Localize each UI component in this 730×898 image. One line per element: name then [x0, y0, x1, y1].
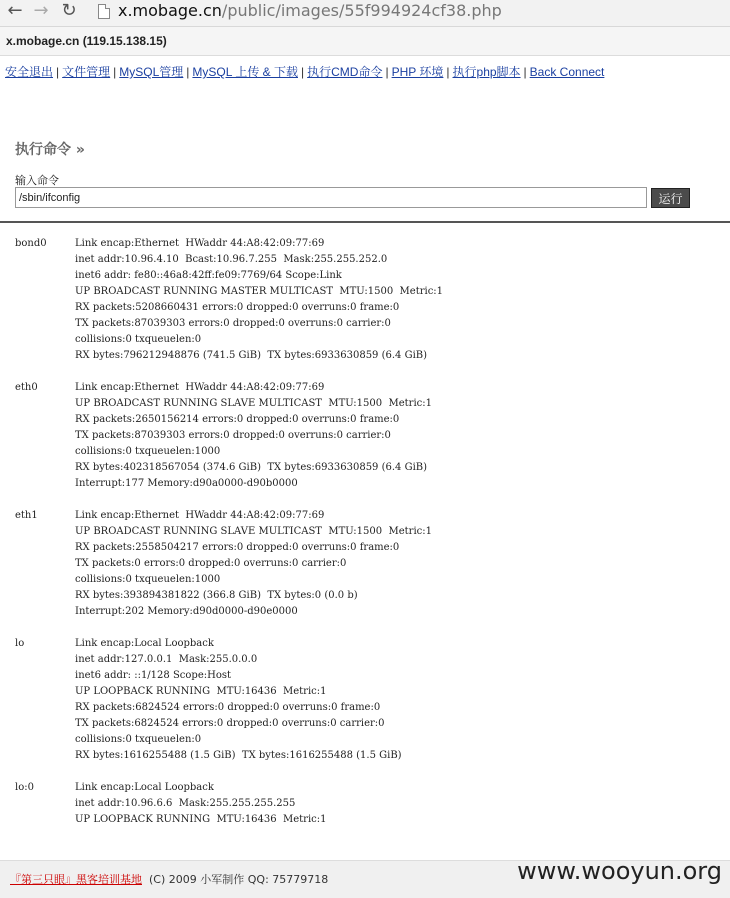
interface-name-spacer	[15, 556, 75, 572]
footer-text	[10, 871, 328, 887]
output-text: Link encap:Local Loopback	[75, 638, 214, 649]
interface-name-spacer	[15, 732, 75, 748]
url-host: x.mobage.cn	[118, 1, 222, 20]
output-line	[15, 700, 443, 716]
output-text: TX packets:87039303 errors:0 dropped:0 overruns:0 carrier:0	[75, 430, 391, 441]
output-line	[15, 460, 443, 476]
divider	[0, 221, 730, 223]
footer-link[interactable]: 『第三只眼』黑客培训基地	[10, 873, 142, 886]
output-line	[15, 508, 443, 524]
output-line	[15, 796, 443, 812]
output-line	[15, 316, 443, 332]
output-text: Link encap:Ethernet HWaddr 44:A8:42:09:77:69	[75, 510, 325, 521]
output-line	[15, 252, 443, 268]
output-line	[15, 540, 443, 556]
menu-logout[interactable]: 安全退出	[5, 65, 54, 79]
footer	[0, 857, 730, 898]
url-path: /public/images/55f994924cf38.php	[221, 1, 502, 20]
output-text: RX packets:5208660431 errors:0 dropped:0 overruns:0 frame:0	[75, 302, 400, 313]
output-line	[15, 444, 443, 460]
interface-name: eth1	[15, 510, 38, 521]
interface-name-spacer	[15, 316, 75, 332]
output-line	[15, 668, 443, 684]
interface-name-spacer	[15, 348, 75, 364]
interface-name-spacer	[15, 268, 75, 284]
output-text: TX packets:6824524 errors:0 dropped:0 overruns:0 carrier:0	[75, 718, 385, 729]
output-line	[15, 684, 443, 700]
output-text: inet6 addr: ::1/128 Scope:Host	[75, 670, 231, 681]
interface-name-spacer	[15, 572, 75, 588]
command-input[interactable]	[15, 187, 647, 208]
output-text: RX bytes:1616255488 (1.5 GiB) TX bytes:1616255488 (1.5 GiB)	[75, 750, 402, 761]
output-text: Link encap:Ethernet HWaddr 44:A8:42:09:77:69	[75, 238, 325, 249]
interface-name-spacer	[15, 796, 75, 812]
output-line	[15, 268, 443, 284]
interface-name: bond0	[15, 238, 47, 249]
interface-block	[15, 508, 443, 620]
output-text: Link encap:Local Loopback	[75, 782, 214, 793]
output-line	[15, 380, 443, 396]
output-line	[15, 524, 443, 540]
output-text: RX bytes:402318567054 (374.6 GiB) TX bytes:6933630859 (6.4 GiB)	[75, 462, 428, 473]
interface-name: lo:0	[15, 782, 34, 793]
output-line	[15, 652, 443, 668]
interface-block	[15, 380, 443, 492]
output-text: collisions:0 txqueuelen:1000	[75, 574, 221, 585]
spacer	[15, 492, 443, 508]
output-line	[15, 284, 443, 300]
command-output	[15, 236, 443, 828]
back-arrow-icon[interactable]: ←	[7, 0, 23, 21]
menu-exec-php[interactable]: 执行php脚本	[452, 65, 521, 79]
output-line	[15, 556, 443, 572]
output-text: RX packets:6824524 errors:0 dropped:0 overruns:0 frame:0	[75, 702, 381, 713]
output-text: RX bytes:796212948876 (741.5 GiB) TX bytes:6933630859 (6.4 GiB)	[75, 350, 428, 361]
output-line	[15, 332, 443, 348]
interface-name-spacer	[15, 476, 75, 492]
output-text: inet6 addr: fe80::46a8:42ff:fe09:7769/64 Scope:Link	[75, 270, 342, 281]
section-title: 执行命令 »	[15, 142, 85, 158]
output-line	[15, 572, 443, 588]
browser-toolbar	[0, 0, 730, 27]
interface-name-spacer	[15, 748, 75, 764]
output-text: RX bytes:393894381822 (366.8 GiB) TX bytes:0 (0.0 b)	[75, 590, 358, 601]
output-text: collisions:0 txqueuelen:0	[75, 334, 202, 345]
interface-name-spacer	[15, 460, 75, 476]
site-header	[0, 27, 730, 56]
interface-name-spacer	[15, 412, 75, 428]
interface-name-spacer	[15, 812, 75, 828]
output-text: inet addr:10.96.4.10 Bcast:10.96.7.255 Mask:255.255.252.0	[75, 254, 388, 265]
output-line	[15, 236, 443, 252]
interface-name-spacer	[15, 300, 75, 316]
output-text: RX packets:2558504217 errors:0 dropped:0 overruns:0 frame:0	[75, 542, 400, 553]
output-text: collisions:0 txqueuelen:0	[75, 734, 202, 745]
output-text: TX packets:87039303 errors:0 dropped:0 overruns:0 carrier:0	[75, 318, 391, 329]
forward-arrow-icon[interactable]: →	[33, 0, 49, 21]
output-line	[15, 396, 443, 412]
menu-back-connect[interactable]: Back Connect	[529, 65, 605, 79]
interface-name-spacer	[15, 396, 75, 412]
output-line	[15, 732, 443, 748]
footer-copyright: (C) 2009 小军制作 QQ: 75779718	[149, 873, 329, 886]
page-icon	[98, 4, 110, 19]
interface-name: eth0	[15, 382, 38, 393]
output-line	[15, 412, 443, 428]
output-line	[15, 812, 443, 828]
interface-name: lo	[15, 638, 25, 649]
interface-name-spacer	[15, 284, 75, 300]
interface-name-spacer	[15, 524, 75, 540]
output-text: collisions:0 txqueuelen:1000	[75, 446, 221, 457]
output-line	[15, 348, 443, 364]
spacer	[15, 620, 443, 636]
output-line	[15, 716, 443, 732]
output-text: RX packets:2650156214 errors:0 dropped:0 overruns:0 frame:0	[75, 414, 400, 425]
interface-name-spacer	[15, 716, 75, 732]
interface-name-spacer	[15, 668, 75, 684]
interface-name-spacer	[15, 428, 75, 444]
main-menu: 安全退出 | 文件管理 | MySQL管理 | MySQL 上传 & 下载 | 执行CMD命令 | PHP 环境 | 执行php脚本 | Back Connect	[5, 65, 605, 79]
output-text: UP LOOPBACK RUNNING MTU:16436 Metric:1	[75, 686, 327, 697]
menu-exec-cmd[interactable]: 执行CMD命令	[307, 65, 383, 79]
interface-name-spacer	[15, 604, 75, 620]
output-text: Interrupt:177 Memory:d90a0000-d90b0000	[75, 478, 298, 489]
menu-php-env[interactable]: PHP 环境	[391, 65, 444, 79]
output-line	[15, 428, 443, 444]
interface-name-spacer	[15, 652, 75, 668]
output-line	[15, 476, 443, 492]
output-text: inet addr:10.96.6.6 Mask:255.255.255.255	[75, 798, 296, 809]
interface-name-spacer	[15, 444, 75, 460]
interface-block	[15, 636, 443, 764]
run-button[interactable]: 运行	[651, 188, 690, 208]
menu-mysql-manager[interactable]: MySQL管理	[119, 65, 184, 79]
output-text: UP LOOPBACK RUNNING MTU:16436 Metric:1	[75, 814, 327, 825]
interface-name-spacer	[15, 700, 75, 716]
site-title: x.mobage.cn (119.15.138.15)	[6, 34, 167, 48]
output-text: UP BROADCAST RUNNING SLAVE MULTICAST MTU:1500 Metric:1	[75, 398, 432, 409]
interface-block	[15, 236, 443, 364]
interface-name-spacer	[15, 252, 75, 268]
output-line	[15, 780, 443, 796]
interface-name-spacer	[15, 588, 75, 604]
menu-mysql-upload-download[interactable]: MySQL 上传 & 下载	[192, 65, 298, 79]
output-text: Interrupt:202 Memory:d90d0000-d90e0000	[75, 606, 298, 617]
output-line	[15, 588, 443, 604]
interface-name-spacer	[15, 540, 75, 556]
output-line	[15, 604, 443, 620]
output-text: inet addr:127.0.0.1 Mask:255.0.0.0	[75, 654, 258, 665]
spacer	[15, 764, 443, 780]
output-line	[15, 748, 443, 764]
output-text: Link encap:Ethernet HWaddr 44:A8:42:09:77:69	[75, 382, 325, 393]
output-text: UP BROADCAST RUNNING MASTER MULTICAST MTU:1500 Metric:1	[75, 286, 444, 297]
output-text: UP BROADCAST RUNNING SLAVE MULTICAST MTU:1500 Metric:1	[75, 526, 432, 537]
menu-file-manager[interactable]: 文件管理	[62, 65, 111, 79]
output-line	[15, 636, 443, 652]
interface-name-spacer	[15, 684, 75, 700]
watermark: www.wooyun.org	[517, 857, 722, 885]
command-label: 输入命令	[15, 174, 59, 187]
reload-icon[interactable]: ↻	[61, 0, 77, 21]
interface-name-spacer	[15, 332, 75, 348]
spacer	[15, 364, 443, 380]
interface-block	[15, 780, 443, 828]
output-line	[15, 300, 443, 316]
output-text: TX packets:0 errors:0 dropped:0 overruns:0 carrier:0	[75, 558, 347, 569]
address-bar[interactable]	[118, 1, 502, 21]
